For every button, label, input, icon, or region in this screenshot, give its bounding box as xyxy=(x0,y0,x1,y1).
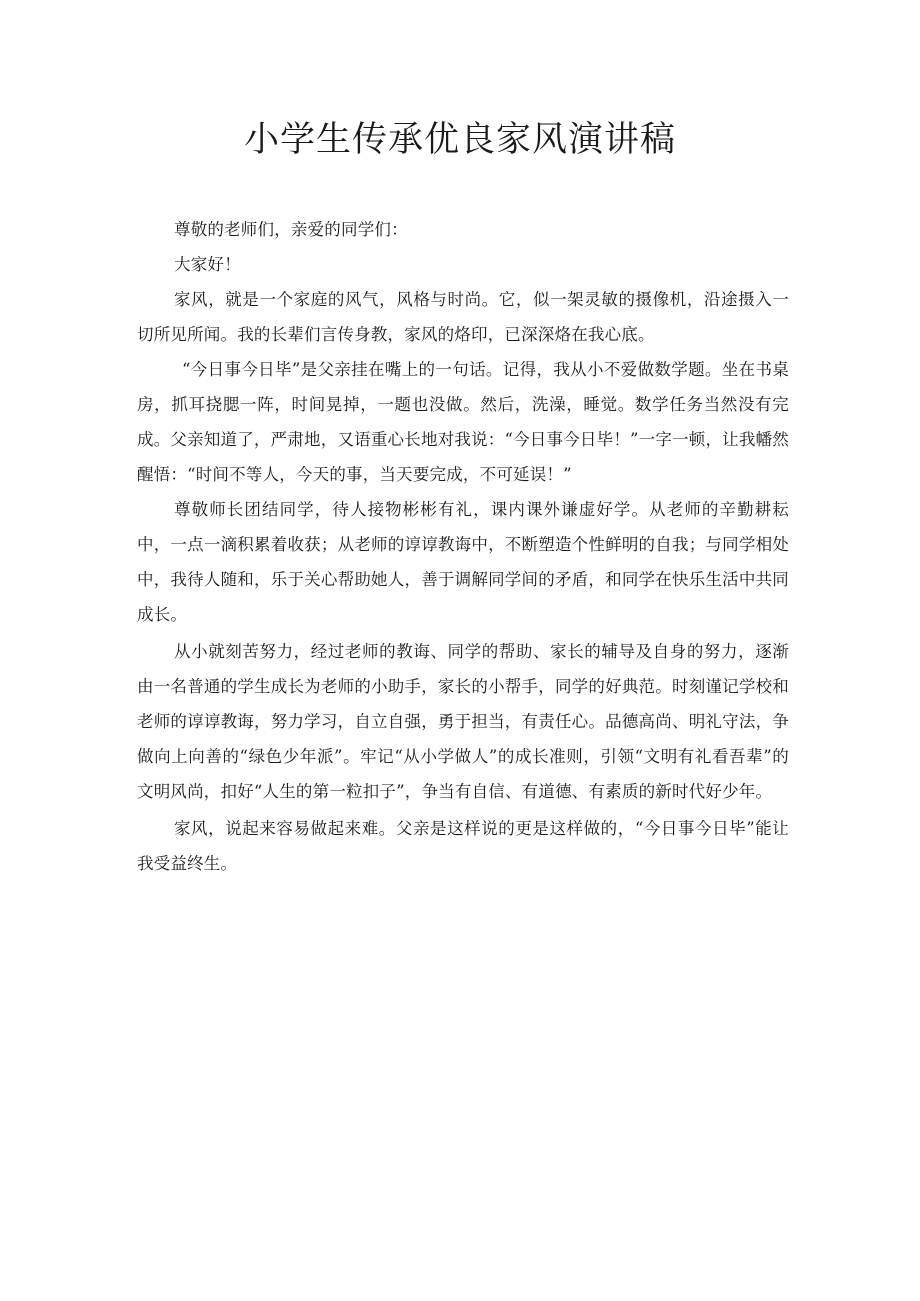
document-title: 小学生传承优良家风演讲稿 xyxy=(243,120,676,160)
paragraph-father-motto: “今日事今日毕”是父亲挂在嘴上的一句话。记得，我从小不爱做数学题。坐在书桌房，抓耳挠腮一阵，时间晃掉，一题也没做。然后，洗澡，睡觉。数学任务当然没有完成。父亲知道了，严肃地，又语重心长地对我说：“今日事今日毕！”一字一顿，让我幡然醒悟：“时间不等人，今天的事，当天要完成，不可延误！” xyxy=(137,360,789,484)
paragraph-family-style: 家风，就是一个家庭的风气，风格与时尚。它，似一架灵敏的摄像机，沿途摄入一切所见所闻。我的长辈们言传身教，家风的烙印，已深深烙在我心底。 xyxy=(137,290,789,344)
paragraph-conclusion: 家风，说起来容易做起来难。父亲是这样说的更是这样做的，“今日事今日毕”能让我受益终生。 xyxy=(137,819,789,873)
paragraph-respect-teachers: 尊敬师长团结同学，待人接物彬彬有礼，课内课外谦虚好学。从老师的辛勤耕耘中，一点一滴积累着收获；从老师的谆谆教诲中，不断塑造个性鲜明的自我；与同学相处中，我待人随和，乐于关心帮助她人，善于调解同学间的矛盾，和同学在快乐生活中共同成长。 xyxy=(137,500,789,624)
salutation: 尊敬的老师们，亲爱的同学们： xyxy=(174,220,408,239)
document-body xyxy=(137,212,789,881)
paragraph-hard-work: 从小就刻苦努力，经过老师的教诲、同学的帮助、家长的辅导及自身的努力，逐渐由一名普通的学生成长为老师的小助手，家长的小帮手，同学的好典范。时刻谨记学校和老师的谆谆教诲，努力学习，自立自强，勇于担当，有责任心。品德高尚、明礼守法，争做向上向善的“绿色少年派”。牢记“从小学做人”的成长准则，引领“文明有礼看吾辈”的文明风尚，扣好“人生的第一粒扣子”，争当有自信、有道德、有素质的新时代好少年。 xyxy=(137,642,789,801)
greeting: 大家好！ xyxy=(174,255,241,274)
